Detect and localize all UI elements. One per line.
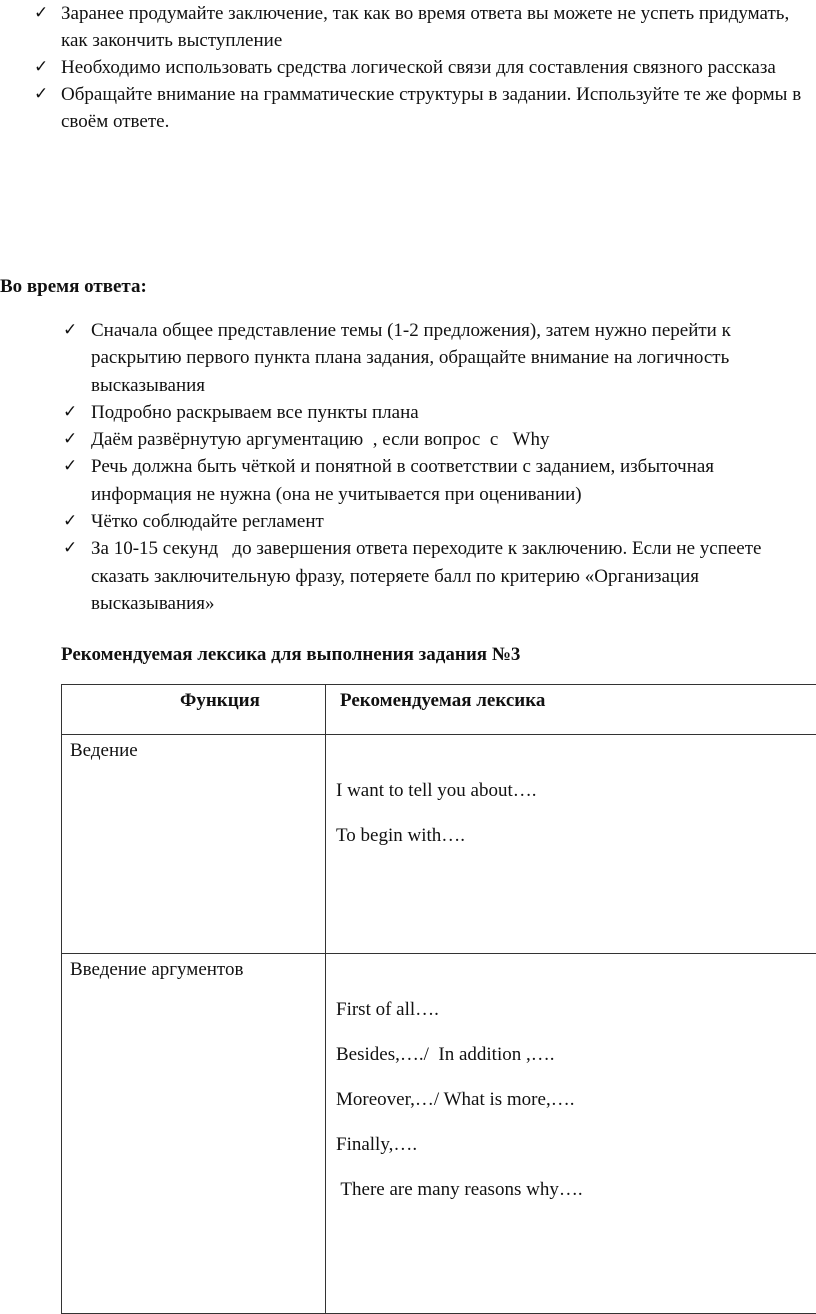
- phrase: I want to tell you about….: [336, 777, 806, 804]
- check-icon: ✓: [63, 508, 77, 535]
- phrase: There are many reasons why….: [336, 1176, 806, 1203]
- phrases-cell: [326, 735, 816, 954]
- function-cell: Введение аргументов: [62, 954, 326, 1314]
- check-icon: ✓: [63, 426, 77, 453]
- list-item-text: Чётко соблюдайте регламент: [91, 511, 324, 532]
- tips-list: [32, 0, 807, 135]
- check-icon: ✓: [63, 453, 77, 480]
- check-icon: ✓: [34, 54, 48, 81]
- phrase: Moreover,…/ What is more,….: [336, 1086, 806, 1113]
- list-item-text: Речь должна быть чёткой и понятной в соответствии с заданием, избыточная информация не нужна (она не учитывается при оценивании): [91, 456, 714, 504]
- list-item-text: Подробно раскрываем все пункты плана: [91, 402, 419, 423]
- check-icon: ✓: [34, 81, 48, 108]
- table-heading: Рекомендуемая лексика для выполнения задания №3: [61, 641, 520, 668]
- list-item: [32, 0, 807, 54]
- function-cell: Ведение: [62, 735, 326, 954]
- list-item: [61, 508, 806, 535]
- list-item-text: За 10-15 секунд до завершения ответа переходите к заключению. Если не успеете сказать заключительную фразу, потеряете балл по критерию «Организация высказывания»: [91, 538, 766, 614]
- check-icon: ✓: [34, 0, 48, 27]
- list-item: [61, 426, 806, 453]
- lexis-table: [61, 684, 816, 1314]
- list-item-text: Заранее продумайте заключение, так как во время ответа вы можете не успеть придумать, как закончить выступление: [61, 3, 789, 51]
- table-row: [62, 735, 816, 954]
- section-heading: Во время ответа:: [0, 273, 147, 300]
- phrase: Besides,…./ In addition ,….: [336, 1041, 806, 1068]
- phrase: First of all….: [336, 996, 806, 1023]
- column-header-lexis: Рекомендуемая лексика: [326, 685, 816, 735]
- list-item: [61, 399, 806, 426]
- list-item-text: Обращайте внимание на грамматические структуры в задании. Используйте те же формы в своём ответе.: [61, 84, 801, 132]
- list-item: [61, 453, 806, 508]
- check-icon: ✓: [63, 535, 77, 562]
- during-answer-list: [61, 317, 806, 617]
- phrases-cell: [326, 954, 816, 1314]
- phrase: Finally,….: [336, 1131, 806, 1158]
- list-item-text: Сначала общее представление темы (1-2 предложения), затем нужно перейти к раскрытию первого пункта плана задания, обращайте внимание на логичность высказывания: [91, 320, 731, 396]
- check-icon: ✓: [63, 399, 77, 426]
- list-item-text: Даём развёрнутую аргументацию , если вопрос с Why: [91, 429, 549, 450]
- list-item: [61, 317, 806, 399]
- list-item-text: Необходимо использовать средства логической связи для составления связного рассказа: [61, 57, 776, 78]
- check-icon: ✓: [63, 317, 77, 344]
- column-header-function: Функция: [62, 685, 326, 735]
- table-row: [62, 954, 816, 1314]
- table-header-row: [62, 685, 816, 735]
- list-item: [32, 54, 807, 81]
- list-item: [61, 535, 806, 617]
- phrase: To begin with….: [336, 822, 806, 849]
- list-item: [32, 81, 807, 135]
